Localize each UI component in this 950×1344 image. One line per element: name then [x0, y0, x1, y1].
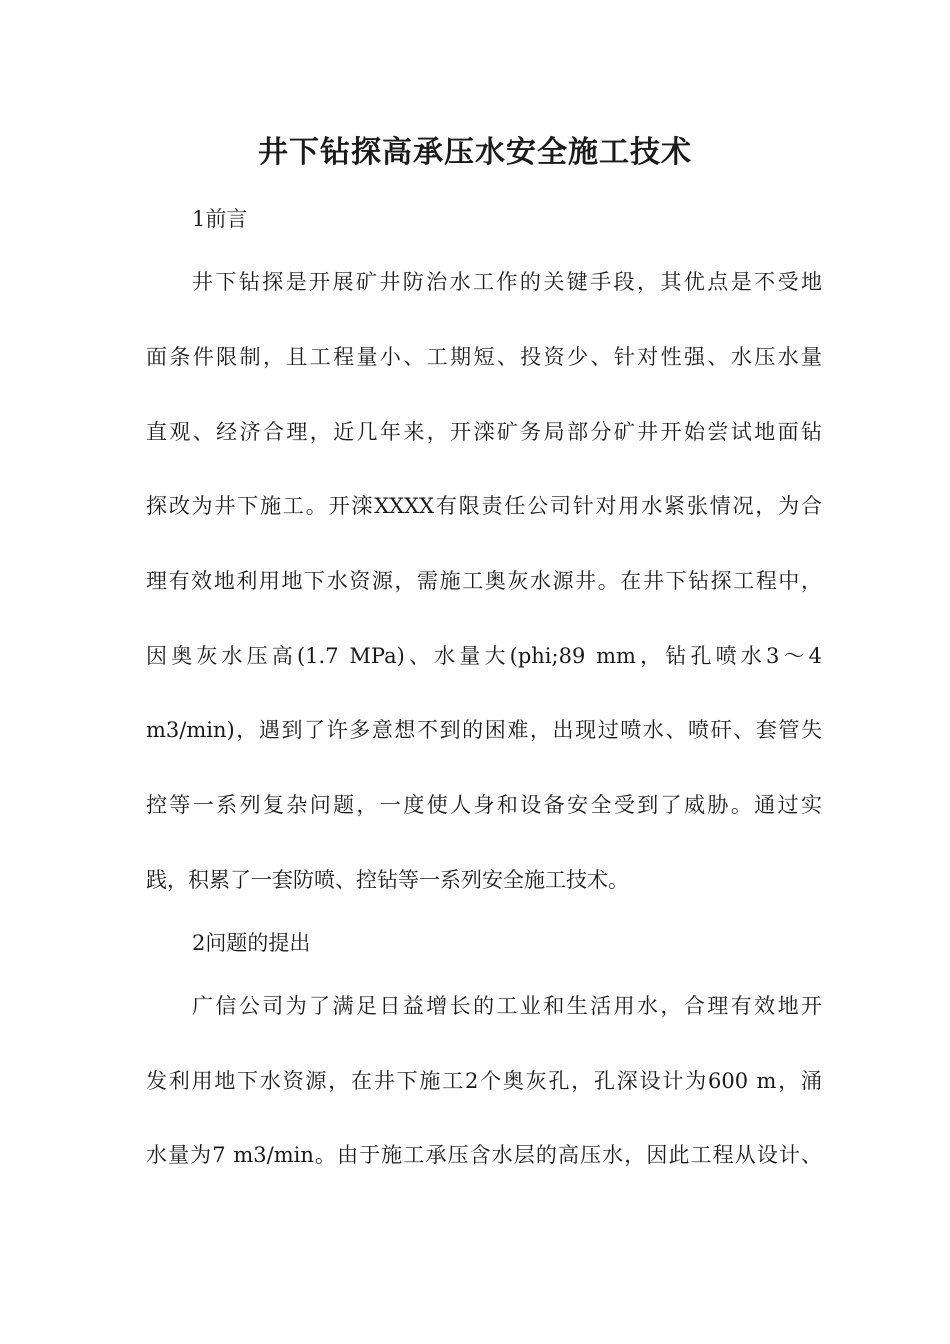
- paragraph-line: 发利用地下水资源，在井下施工2个奥灰孔，孔深设计为600 m，涌: [146, 1069, 822, 1093]
- paragraph-line: 面条件限制，且工程量小、工期短、投资少、针对性强、水压水量: [146, 345, 822, 369]
- paragraph-line: 践，积累了一套防喷、控钻等一系列安全施工技术。: [146, 868, 629, 892]
- paragraph-line: 水量为7 m3/min。由于施工承压含水层的高压水，因此工程从设计、: [146, 1143, 822, 1167]
- document-title: 井下钻探高承压水安全施工技术: [258, 135, 692, 170]
- section-heading-2: 2问题的提出: [192, 931, 311, 955]
- paragraph-line: 井下钻探是开展矿井防治水工作的关键手段，其优点是不受地: [192, 270, 822, 294]
- paragraph-line: 广信公司为了满足日益增长的工业和生活用水，合理有效地开: [192, 994, 822, 1018]
- section-heading-1: 1前言: [192, 207, 248, 231]
- paragraph-line: 探改为井下施工。开滦XXXX有限责任公司针对用水紧张情况，为合: [146, 494, 822, 518]
- paragraph-line: 直观、经济合理，近几年来，开滦矿务局部分矿井开始尝试地面钻: [146, 420, 822, 444]
- paragraph-line: 理有效地利用地下水资源，需施工奥灰水源井。在井下钻探工程中，: [146, 569, 822, 593]
- paragraph-line: 控等一系列复杂问题，一度使人身和设备安全受到了威胁。通过实: [146, 793, 822, 817]
- paragraph-line: m3/min)，遇到了许多意想不到的困难，出现过喷水、喷矸、套管失: [146, 718, 822, 742]
- paragraph-line: 因奥灰水压高(1.7 MPa)、水量大(phi;89 mm，钻孔喷水3～4: [146, 644, 822, 668]
